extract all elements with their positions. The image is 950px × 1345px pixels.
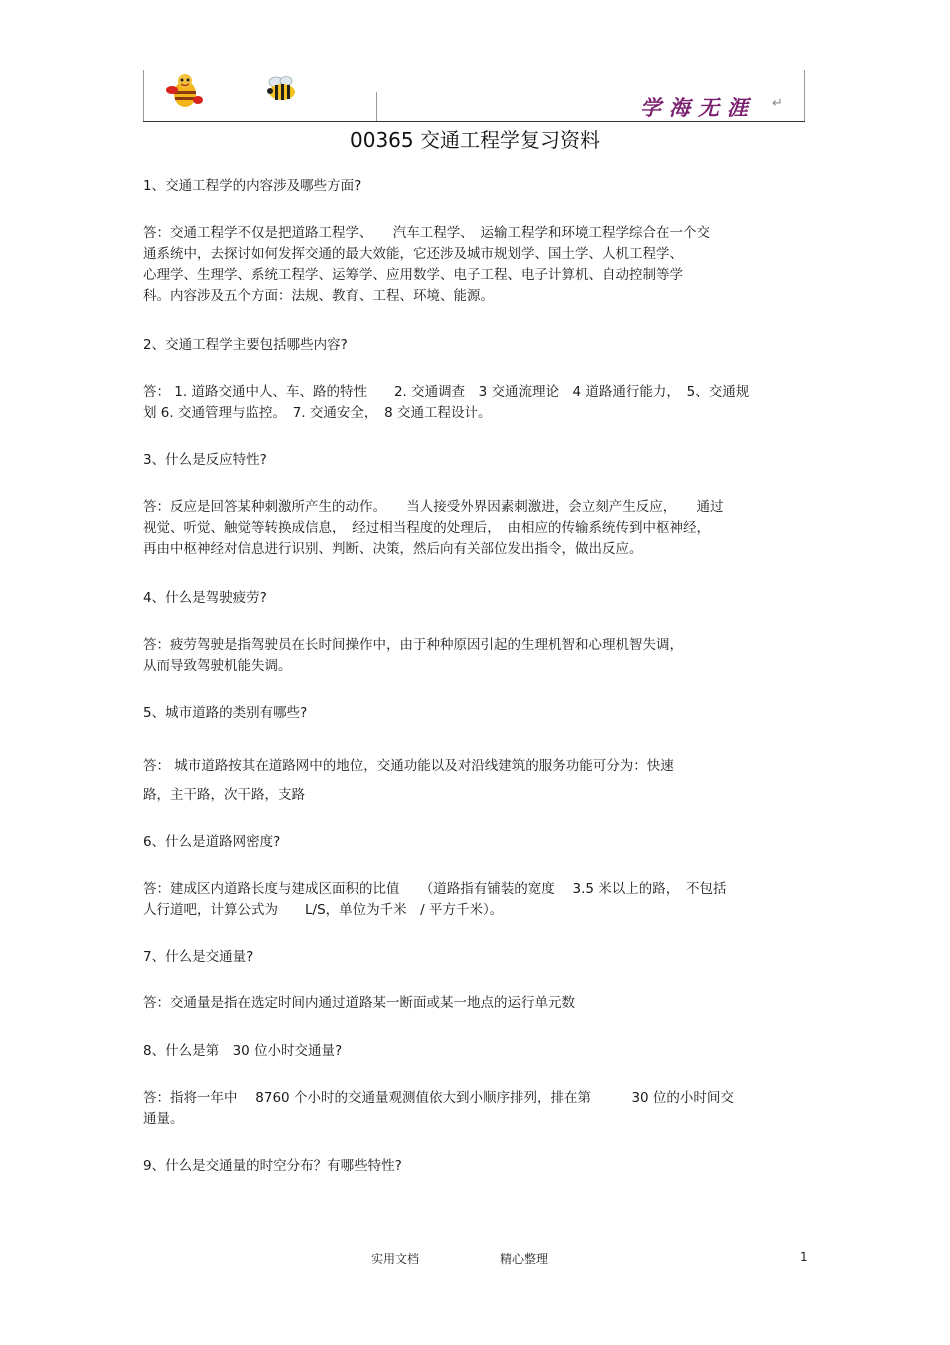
header-middle-tick [376,92,377,121]
answer-line: 从而导致驾驶机能失调。 [143,658,292,674]
answer-4 [143,635,683,677]
answer-6 [143,879,727,921]
answer-line: 通系统中，去探讨如何发挥交通的最大效能，它还涉及城市规划学、国土学、人机工程学、 [143,246,683,262]
question-4: 4、什么是驾驶疲劳? [143,590,267,606]
answer-line: 路，主干路，次干路，支路 [143,787,305,803]
footer-left: 实用文档 [371,1252,420,1266]
header-rule [143,121,805,122]
answer-line: 答：指将一年中 8760 个小时的交通量观测值依大到小顺序排列，排在第 30 位的小时间交 [143,1090,734,1106]
answer-line: 答： 1. 道路交通中人、车、路的特性 2. 交通调查 3 交通流理论 4 道路通行能力， 5、交通规 [143,384,750,400]
answer-line: 答：交通工程学不仅是把道路工程学、 汽车工程学、 运输工程学和环境工程学综合在一个交 [143,225,710,241]
question-7: 7、什么是交通量? [143,949,254,965]
question-9: 9、什么是交通量的时空分布？有哪些特性? [143,1158,402,1174]
answer-3 [143,497,724,560]
question-8: 8、什么是第 30 位小时交通量? [143,1043,343,1059]
return-mark-icon: ↵ [772,96,783,111]
answer-line: 科。内容涉及五个方面：法规、教育、工程、环境、能源。 [143,288,494,304]
bee-mascot-icon [164,70,206,112]
page-number: 1 [800,1250,808,1264]
question-5: 5、城市道路的类别有哪些? [143,705,308,721]
answer-line: 答：交通量是指在选定时间内通过道路某一断面或某一地点的运行单元数 [143,995,575,1011]
header-left-tick [143,70,144,121]
answer-line: 视觉、听觉、触觉等转换成信息， 经过相当程度的处理后， 由相应的传输系统传到中枢神经， [143,520,710,536]
answer-line: 答： 城市道路按其在道路网中的地位，交通功能以及对沿线建筑的服务功能可分为：快速 [143,758,674,774]
answer-5 [143,756,674,806]
document-title: 00365 交通工程学复习资料 [350,128,600,152]
answer-1 [143,223,710,307]
answer-line: 人行道吧，计算公式为 L/S，单位为千米 / 平方千米）。 [143,902,504,918]
header-right-tick [804,70,805,121]
question-2: 2、交通工程学主要包括哪些内容? [143,337,348,353]
header-brand: 学海无涯 [640,95,756,120]
answer-7 [143,993,575,1014]
answer-line: 划 6. 交通管理与监控。 7. 交通安全， 8 交通工程设计。 [143,405,492,421]
question-1: 1、交通工程学的内容涉及哪些方面? [143,178,362,194]
bee-icon [264,75,300,103]
answer-line: 答：反应是回答某种刺激所产生的动作。 当人接受外界因素刺激进，会立刻产生反应， 通过 [143,499,724,515]
answer-line: 答：建成区内道路长度与建成区面积的比值 （道路指有铺装的宽度 3.5 米以上的路， 不包括 [143,881,727,897]
answer-line: 再由中枢神经对信息进行识别、判断、决策，然后向有关部位发出指令，做出反应。 [143,541,643,557]
footer-middle: 精心整理 [500,1252,549,1266]
answer-line: 心理学、生理学、系统工程学、运筹学、应用数学、电子工程、电子计算机、自动控制等学 [143,267,683,283]
question-3: 3、什么是反应特性? [143,452,267,468]
answer-line: 通量。 [143,1111,184,1127]
answer-2 [143,382,749,424]
question-6: 6、什么是道路网密度? [143,834,281,850]
answer-8 [143,1088,734,1130]
answer-line: 答：疲劳驾驶是指驾驶员在长时间操作中，由于种种原因引起的生理机智和心理机智失调， [143,637,683,653]
